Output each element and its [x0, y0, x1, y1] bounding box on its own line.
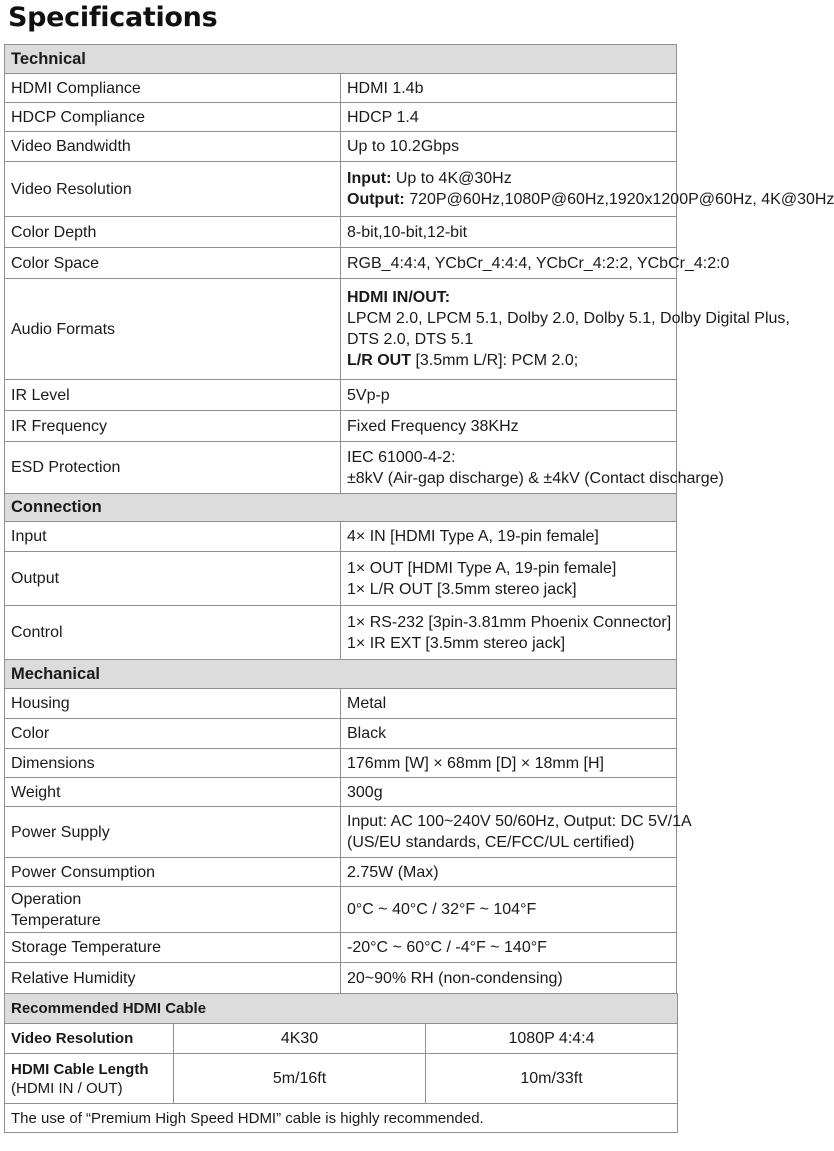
spec-row-hdmi-compliance	[5, 74, 677, 103]
spec-value: Up to 10.2Gbps	[341, 132, 677, 162]
spec-label: Audio Formats	[5, 279, 341, 380]
spec-row-video-resolution	[5, 162, 677, 217]
cable-section-header	[5, 994, 678, 1024]
spec-label: Power Consumption	[5, 858, 341, 887]
spec-row-operation-temperature	[5, 887, 677, 933]
spec-label: Color Space	[5, 248, 341, 279]
audio-line: LPCM 2.0, LPCM 5.1, Dolby 2.0, Dolby 5.1, Dolby Digital Plus,	[347, 310, 790, 327]
spec-label: Power Supply	[5, 807, 341, 858]
mechanical-section-header	[5, 660, 677, 689]
recommended-cable-table	[4, 993, 678, 1133]
connection-section-header	[5, 494, 677, 522]
spec-row-input	[5, 522, 677, 552]
spec-value: 0°C ~ 40°C / 32°F ~ 104°F	[341, 887, 677, 933]
cable-value: 10m/33ft	[426, 1054, 678, 1104]
cable-row-video-resolution	[5, 1024, 678, 1054]
spec-value: 4× IN [HDMI Type A, 19-pin female]	[341, 522, 677, 552]
spec-row-ir-frequency	[5, 411, 677, 442]
cable-value: 1080P 4:4:4	[426, 1024, 678, 1054]
audio-hdmi-heading: HDMI IN/OUT:	[347, 289, 451, 306]
spec-row-storage-temperature	[5, 933, 677, 963]
video-resolution-input: Input: Up to 4K@30Hz	[347, 170, 512, 187]
spec-label: Video Bandwidth	[5, 132, 341, 162]
spec-row-output	[5, 552, 677, 606]
connection-header: Connection	[5, 494, 677, 522]
spec-label: HDCP Compliance	[5, 103, 341, 132]
technical-table	[4, 44, 834, 494]
spec-row-relative-humidity	[5, 963, 677, 994]
audio-line: DTS 2.0, DTS 5.1	[347, 331, 474, 348]
spec-value: Input: AC 100~240V 50/60Hz, Output: DC 5V/1A (US/EU standards, CE/FCC/UL certified)	[341, 807, 677, 858]
spec-label: ESD Protection	[5, 442, 341, 494]
spec-row-color-space	[5, 248, 677, 279]
technical-section-header	[5, 45, 677, 74]
spec-row-control	[5, 606, 677, 660]
audio-lr-out: L/R OUT [3.5mm L/R]: PCM 2.0;	[347, 352, 579, 369]
spec-value	[341, 162, 834, 217]
spec-value: Fixed Frequency 38KHz	[341, 411, 677, 442]
spec-value: 2.75W (Max)	[341, 858, 677, 887]
spec-value: Black	[341, 719, 677, 749]
spec-label: Video Resolution	[5, 162, 341, 217]
spec-row-esd-protection	[5, 442, 677, 494]
spec-row-color	[5, 719, 677, 749]
spec-row-power-supply	[5, 807, 677, 858]
spec-row-power-consumption	[5, 858, 677, 887]
spec-label: IR Frequency	[5, 411, 341, 442]
spec-label: Weight	[5, 778, 341, 807]
spec-label: Input	[5, 522, 341, 552]
spec-label: Output	[5, 552, 341, 606]
page-title: Specifications	[8, 2, 218, 33]
spec-value: 1× RS-232 [3pin-3.81mm Phoenix Connector] 1× IR EXT [3.5mm stereo jack]	[341, 606, 677, 660]
spec-value: 1× OUT [HDMI Type A, 19-pin female] 1× L/R OUT [3.5mm stereo jack]	[341, 552, 677, 606]
spec-label: Relative Humidity	[5, 963, 341, 994]
cable-value: 5m/16ft	[174, 1054, 426, 1104]
spec-label: Storage Temperature	[5, 933, 341, 963]
mechanical-header: Mechanical	[5, 660, 677, 689]
cable-label: HDMI Cable Length (HDMI IN / OUT)	[5, 1054, 174, 1104]
spec-value: HDCP 1.4	[341, 103, 677, 132]
spec-value: Metal	[341, 689, 677, 719]
spec-value: -20°C ~ 60°C / -4°F ~ 140°F	[341, 933, 677, 963]
spec-row-hdcp-compliance	[5, 103, 677, 132]
cable-label: Video Resolution	[5, 1024, 174, 1054]
spec-row-housing	[5, 689, 677, 719]
cable-note: The use of “Premium High Speed HDMI” cable is highly recommended.	[5, 1104, 678, 1133]
cable-row-length	[5, 1054, 678, 1104]
connection-mechanical-table	[4, 493, 692, 994]
spec-value: 8-bit,10-bit,12-bit	[341, 217, 677, 248]
spec-row-ir-level	[5, 380, 677, 411]
spec-row-audio-formats	[5, 279, 677, 380]
spec-label: Operation Temperature	[5, 887, 341, 933]
spec-value: 5Vp-p	[341, 380, 677, 411]
spec-label: IR Level	[5, 380, 341, 411]
cable-note-row	[5, 1104, 678, 1133]
spec-label: Housing	[5, 689, 341, 719]
technical-header: Technical	[5, 45, 677, 74]
spec-label: Dimensions	[5, 749, 341, 778]
spec-label: HDMI Compliance	[5, 74, 341, 103]
spec-value: HDMI 1.4b	[341, 74, 677, 103]
spec-label: Color Depth	[5, 217, 341, 248]
spec-label: Control	[5, 606, 341, 660]
spec-row-video-bandwidth	[5, 132, 677, 162]
spec-value	[341, 279, 790, 380]
spec-value: 176mm [W] × 68mm [D] × 18mm [H]	[341, 749, 677, 778]
video-resolution-output: Output: 720P@60Hz,1080P@60Hz,1920x1200P@60Hz, 4K@30Hz	[347, 191, 834, 208]
spec-row-color-depth	[5, 217, 677, 248]
specifications-sheet	[4, 44, 834, 1133]
spec-value: IEC 61000-4-2: ±8kV (Air-gap discharge) & ±4kV (Contact discharge)	[341, 442, 677, 494]
spec-row-weight	[5, 778, 677, 807]
cable-value: 4K30	[174, 1024, 426, 1054]
spec-label: Color	[5, 719, 341, 749]
spec-row-dimensions	[5, 749, 677, 778]
spec-value: RGB_4:4:4, YCbCr_4:4:4, YCbCr_4:2:2, YCbCr_4:2:0	[341, 248, 677, 279]
cable-header: Recommended HDMI Cable	[5, 994, 678, 1024]
spec-value: 20~90% RH (non-condensing)	[341, 963, 677, 994]
spec-value: 300g	[341, 778, 677, 807]
